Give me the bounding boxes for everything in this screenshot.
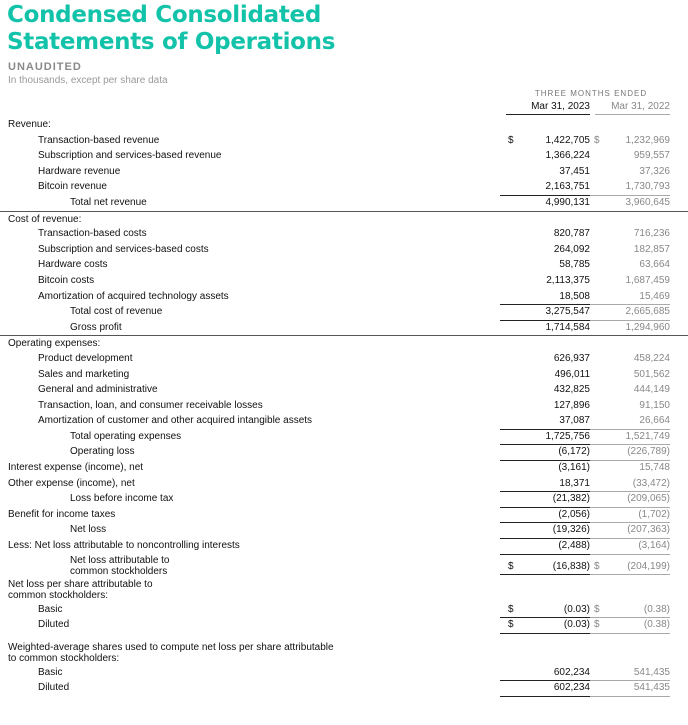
row-label: Total net revenue <box>70 196 147 208</box>
value-2022: 26,664 <box>590 413 670 430</box>
table-row <box>0 578 688 602</box>
table-row <box>0 148 688 164</box>
value-2022: 1,730,793 <box>590 179 670 196</box>
table-row <box>0 257 688 273</box>
currency-symbol: $ <box>508 560 514 572</box>
table-row <box>0 413 688 429</box>
row-label: Basic <box>38 603 63 615</box>
value-2022: 501,562 <box>633 368 670 380</box>
value-2023: (3,161) <box>558 462 590 474</box>
value-2023: 1,422,705 <box>545 134 590 146</box>
row-label: Weighted-average shares used to compute net loss per share attributable to common stockholders: <box>8 641 334 664</box>
row-label: Diluted <box>38 619 70 631</box>
row-label: Diluted <box>38 682 70 694</box>
value-2023: 2,163,751 <box>500 179 590 196</box>
value-2022: 3,960,645 <box>590 195 670 212</box>
table-row <box>0 538 688 554</box>
value-2023: 264,092 <box>553 243 590 255</box>
value-2022: (207,363) <box>590 522 670 539</box>
row-label: Net loss attributable to common stockholders <box>70 554 170 577</box>
table-row <box>0 164 688 180</box>
table-row <box>0 226 688 242</box>
units-subtitle: In thousands, except per share data <box>8 75 168 86</box>
table-row <box>0 304 688 320</box>
value-2022: 182,857 <box>633 243 670 255</box>
value-2022: 91,150 <box>639 399 670 411</box>
row-label: Benefit for income taxes <box>8 508 116 520</box>
row-label: Amortization of acquired technology assets <box>38 290 229 302</box>
value-2022: 1,521,749 <box>590 429 670 446</box>
value-2023: (2,056) <box>500 507 590 524</box>
table-row <box>0 522 688 538</box>
row-label: Amortization of customer and other acquired intangible assets <box>38 415 313 427</box>
row-label: Less: Net loss attributable to noncontrolling interests <box>8 540 240 552</box>
value-2022: (209,065) <box>590 491 670 508</box>
value-2022: 1,232,969 <box>625 134 670 146</box>
value-2023: 4,990,131 <box>500 195 590 212</box>
table-row <box>0 242 688 258</box>
value-2022: 15,469 <box>590 289 670 306</box>
title-line-2: Statements of Operations <box>7 29 336 55</box>
currency-symbol-prior: $ <box>594 560 600 572</box>
value-2022: 15,748 <box>639 462 670 474</box>
row-label: Net loss per share attributable to common stockholders: <box>8 578 153 601</box>
row-label: Transaction-based costs <box>38 228 147 240</box>
value-2023: 58,785 <box>559 259 590 271</box>
table-row <box>0 398 688 414</box>
period-header: THREE MONTHS ENDED <box>534 89 648 98</box>
row-label: Hardware costs <box>38 259 108 271</box>
unaudited-label: UNAUDITED <box>8 61 82 73</box>
row-label: Hardware revenue <box>38 165 121 177</box>
row-label: Subscription and services-based costs <box>38 243 209 255</box>
value-2022: 37,326 <box>639 165 670 177</box>
currency-symbol-prior: $ <box>594 134 600 146</box>
value-2023: 432,825 <box>553 384 590 396</box>
row-label: Cost of revenue: <box>8 213 82 225</box>
value-2023: 127,896 <box>553 399 590 411</box>
row-label: Loss before income tax <box>70 493 174 505</box>
value-2022: (1,702) <box>590 507 670 524</box>
value-2022: (204,199) <box>590 559 670 576</box>
value-2023: (21,382) <box>500 491 590 508</box>
value-2023: 1,714,584 <box>500 320 590 337</box>
currency-symbol: $ <box>508 134 514 146</box>
currency-symbol: $ <box>508 619 514 631</box>
table-row <box>0 179 688 195</box>
currency-symbol: $ <box>508 603 514 615</box>
value-2022: (0.38) <box>590 617 670 634</box>
table-row <box>0 444 688 460</box>
table-row <box>0 460 688 476</box>
table-row <box>0 117 688 133</box>
row-label: Net loss <box>70 524 107 536</box>
row-label: Subscription and services-based revenue <box>38 150 222 162</box>
row-label: Transaction, loan, and consumer receivable losses <box>38 399 263 411</box>
value-2023: (19,326) <box>500 522 590 539</box>
currency-symbol-prior: $ <box>594 619 600 631</box>
value-2023: 18,371 <box>500 476 590 493</box>
table-row <box>0 680 688 696</box>
table-row <box>0 491 688 507</box>
row-label: Operating expenses: <box>8 338 101 350</box>
value-2022: 458,224 <box>633 352 670 364</box>
value-2022: 541,435 <box>590 680 670 697</box>
table-row <box>0 602 688 618</box>
row-label: Basic <box>38 666 63 678</box>
table-row <box>0 554 688 578</box>
value-2022: 959,557 <box>633 150 670 162</box>
table-row <box>0 211 688 227</box>
value-2022: 2,665,685 <box>590 304 670 321</box>
value-2022: (226,789) <box>590 444 670 461</box>
value-2023: 820,787 <box>553 228 590 240</box>
row-label: Interest expense (income), net <box>8 462 144 474</box>
table-row <box>0 320 688 336</box>
row-label: Other expense (income), net <box>8 477 135 489</box>
value-2023: 18,508 <box>500 289 590 306</box>
statement-table <box>0 117 688 696</box>
row-spacer <box>0 633 688 641</box>
value-2023: (16,838) <box>500 559 590 576</box>
table-row <box>0 641 688 665</box>
table-row <box>0 476 688 492</box>
row-label: Operating loss <box>70 446 135 458</box>
table-row <box>0 429 688 445</box>
value-2023: (0.03) <box>500 602 590 619</box>
value-2022: (3,164) <box>590 538 670 555</box>
row-label: Product development <box>38 352 133 364</box>
value-2022: 1,687,459 <box>625 274 670 286</box>
title-line-1: Condensed Consolidated <box>7 2 322 28</box>
table-row <box>0 335 688 351</box>
row-label: Revenue: <box>8 119 51 130</box>
value-2022: 444,149 <box>633 384 670 396</box>
row-label: Total cost of revenue <box>70 306 163 318</box>
row-label: Sales and marketing <box>38 368 130 380</box>
value-2023: (0.03) <box>500 617 590 634</box>
column-header-2022: Mar 31, 2022 <box>595 101 670 115</box>
value-2022: 716,236 <box>633 228 670 240</box>
table-row <box>0 351 688 367</box>
value-2023: 1,725,756 <box>500 429 590 446</box>
value-2023: 3,275,547 <box>500 304 590 321</box>
currency-symbol-prior: $ <box>594 603 600 615</box>
value-2023: 1,366,224 <box>545 150 590 162</box>
row-label: Total operating expenses <box>70 430 182 442</box>
row-label: General and administrative <box>38 384 158 396</box>
value-2023: 37,451 <box>559 165 590 177</box>
table-row <box>0 507 688 523</box>
value-2023: (2,488) <box>500 538 590 555</box>
table-row <box>0 273 688 289</box>
value-2023: 37,087 <box>500 413 590 430</box>
value-2023: 602,234 <box>500 680 590 697</box>
table-row <box>0 133 688 149</box>
column-header-2023: Mar 31, 2023 <box>506 101 590 115</box>
table-row <box>0 617 688 633</box>
value-2022: 1,294,960 <box>590 320 670 337</box>
row-label: Bitcoin costs <box>38 274 95 286</box>
row-label: Transaction-based revenue <box>38 134 160 146</box>
value-2023: 2,113,375 <box>546 274 590 286</box>
value-2023: 626,937 <box>553 352 590 364</box>
value-2023: 496,011 <box>554 368 590 380</box>
table-row <box>0 367 688 383</box>
value-2022: 63,664 <box>639 259 670 271</box>
table-row <box>0 195 688 211</box>
table-row <box>0 665 688 681</box>
row-label: Bitcoin revenue <box>38 181 107 193</box>
value-2022: (33,472) <box>590 476 670 493</box>
table-row <box>0 289 688 305</box>
value-2022: (0.38) <box>590 602 670 619</box>
row-label: Gross profit <box>70 321 122 333</box>
value-2022: 541,435 <box>590 665 670 682</box>
value-2023: 602,234 <box>500 665 590 682</box>
value-2023: (6,172) <box>500 444 590 461</box>
page-title <box>7 2 335 56</box>
table-row <box>0 382 688 398</box>
